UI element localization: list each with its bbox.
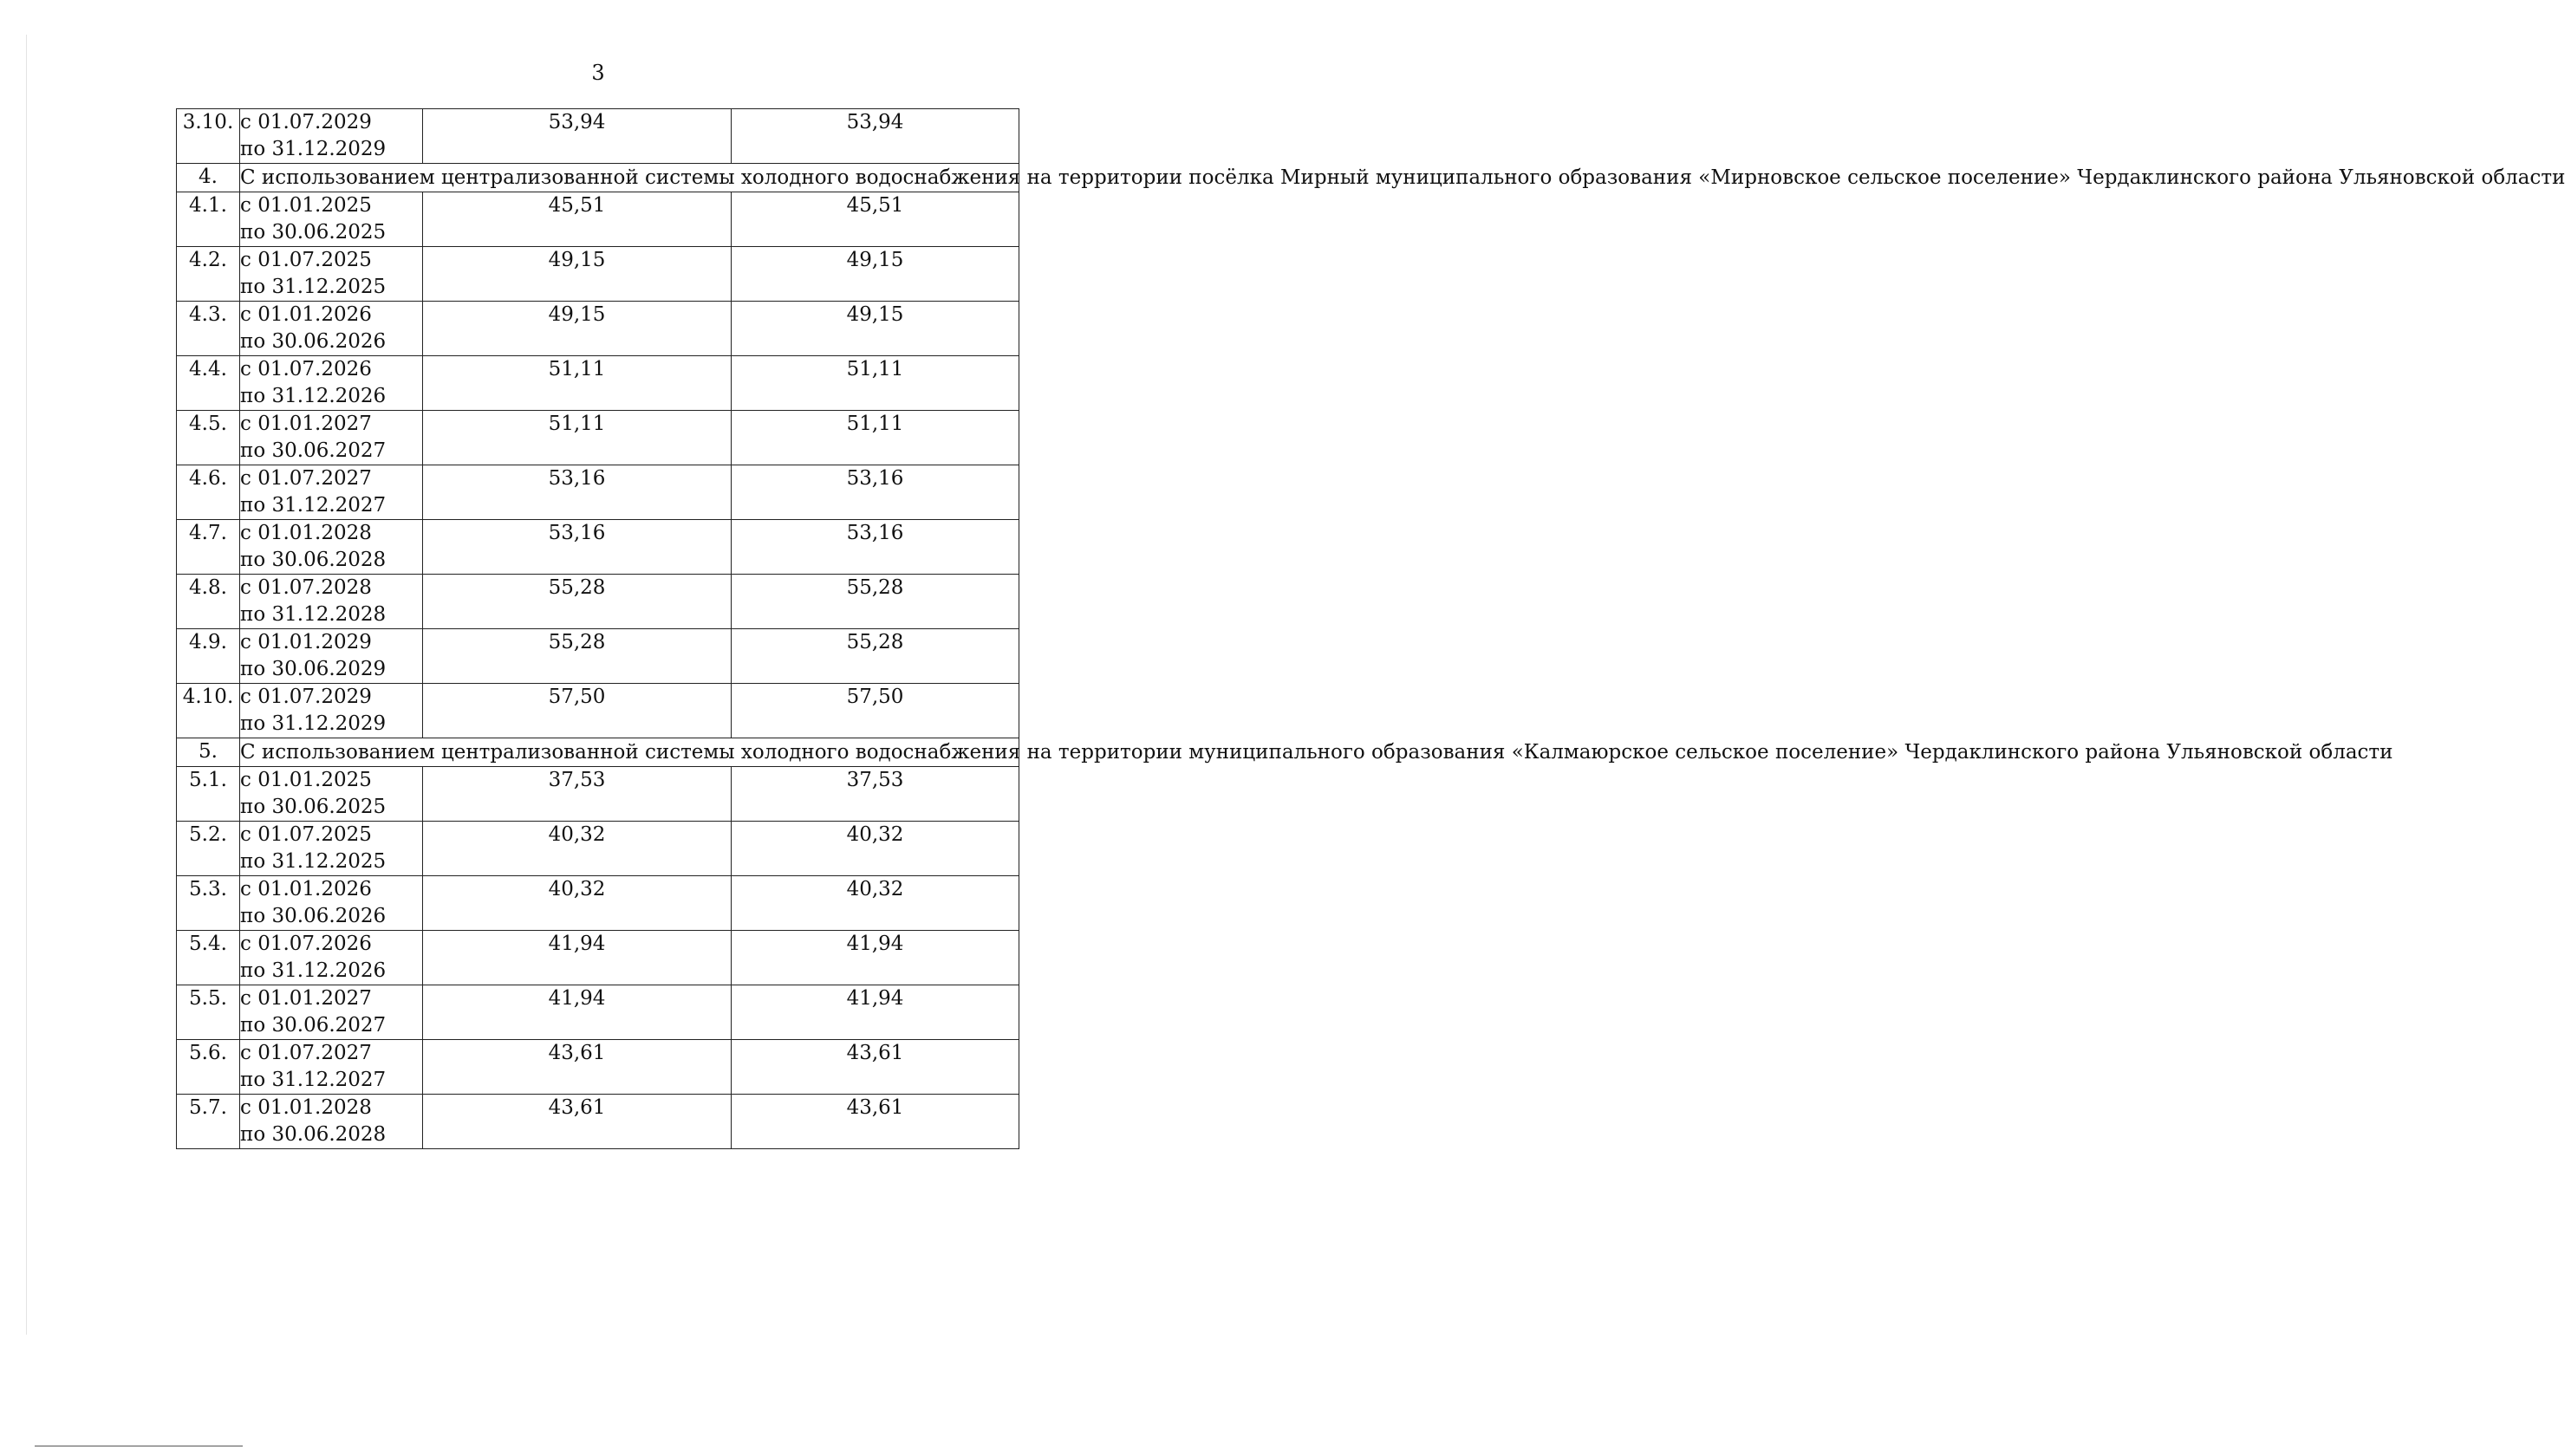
period-cell — [240, 1040, 423, 1095]
tariff-value: 45,51 — [732, 192, 1019, 247]
tariff-value: 37,53 — [423, 767, 732, 822]
period-cell — [240, 356, 423, 411]
row-number: 5.7. — [177, 1095, 240, 1149]
period-from: с 01.01.2027 — [240, 987, 372, 1010]
table-row — [177, 684, 1019, 738]
period-from: с 01.01.2025 — [240, 194, 372, 217]
table-row — [177, 931, 1019, 985]
period-from: с 01.07.2025 — [240, 249, 372, 271]
period-cell — [240, 1095, 423, 1149]
tariff-value: 51,11 — [423, 411, 732, 465]
period-to: по 30.06.2025 — [240, 796, 387, 818]
period-cell — [240, 575, 423, 629]
section-description: С использованием централизованной системы холодного водоснабжения на территории муниципального образования «Калмаюрское сельское поселение» Чердаклинского района Ульяновской области — [240, 738, 1019, 767]
period-from: с 01.07.2029 — [240, 686, 372, 708]
tariff-value: 43,61 — [732, 1095, 1019, 1149]
tariff-value: 55,28 — [732, 575, 1019, 629]
period-to: по 30.06.2026 — [240, 905, 387, 927]
row-number: 4.5. — [177, 411, 240, 465]
section-number: 5. — [177, 738, 240, 767]
row-number: 5.6. — [177, 1040, 240, 1095]
period-cell — [240, 822, 423, 876]
tariff-value: 40,32 — [732, 876, 1019, 931]
section-row — [177, 164, 1019, 192]
tariff-value: 53,16 — [423, 465, 732, 520]
table-row — [177, 767, 1019, 822]
row-number: 3.10. — [177, 109, 240, 164]
tariff-value: 55,28 — [423, 575, 732, 629]
period-to: по 31.12.2029 — [240, 712, 387, 735]
period-cell — [240, 520, 423, 575]
tariff-table — [176, 108, 2565, 1149]
row-number: 4.6. — [177, 465, 240, 520]
table-row — [177, 985, 1019, 1040]
tariff-value: 43,61 — [732, 1040, 1019, 1095]
tariff-value: 57,50 — [732, 684, 1019, 738]
period-cell — [240, 876, 423, 931]
table-row — [177, 356, 1019, 411]
period-to: по 30.06.2027 — [240, 1014, 387, 1037]
period-cell — [240, 247, 423, 302]
tariff-value: 41,94 — [732, 985, 1019, 1040]
tariff-value: 53,16 — [732, 465, 1019, 520]
tariff-value: 51,11 — [732, 356, 1019, 411]
tariff-table-body — [177, 109, 2565, 1149]
period-to: по 30.06.2029 — [240, 658, 387, 680]
table-row — [177, 109, 1019, 164]
tariff-value: 49,15 — [732, 302, 1019, 356]
period-from: с 01.01.2028 — [240, 522, 372, 544]
tariff-value: 51,11 — [732, 411, 1019, 465]
period-from: с 01.01.2028 — [240, 1096, 372, 1119]
period-cell — [240, 985, 423, 1040]
tariff-value: 57,50 — [423, 684, 732, 738]
tariff-value: 40,32 — [732, 822, 1019, 876]
row-number: 5.5. — [177, 985, 240, 1040]
period-to: по 31.12.2025 — [240, 850, 387, 873]
period-from: с 01.07.2025 — [240, 823, 372, 846]
period-to: по 31.12.2028 — [240, 603, 387, 626]
period-cell — [240, 192, 423, 247]
table-row — [177, 629, 1019, 684]
row-number: 4.1. — [177, 192, 240, 247]
row-number: 5.4. — [177, 931, 240, 985]
row-number: 4.4. — [177, 356, 240, 411]
period-cell — [240, 684, 423, 738]
row-number: 4.2. — [177, 247, 240, 302]
tariff-value: 51,11 — [423, 356, 732, 411]
period-from: с 01.07.2028 — [240, 576, 372, 599]
period-to: по 30.06.2028 — [240, 1123, 387, 1146]
table-row — [177, 1095, 1019, 1149]
tariff-value: 49,15 — [423, 247, 732, 302]
period-from: с 01.07.2026 — [240, 933, 372, 955]
row-number: 4.3. — [177, 302, 240, 356]
period-cell — [240, 465, 423, 520]
period-to: по 31.12.2025 — [240, 276, 387, 298]
tariff-value: 40,32 — [423, 876, 732, 931]
table-row — [177, 302, 1019, 356]
row-number: 4.10. — [177, 684, 240, 738]
tariff-value: 43,61 — [423, 1095, 732, 1149]
period-from: с 01.01.2026 — [240, 878, 372, 900]
period-cell — [240, 931, 423, 985]
table-row — [177, 575, 1019, 629]
section-number: 4. — [177, 164, 240, 192]
tariff-value: 37,53 — [732, 767, 1019, 822]
tariff-value: 53,94 — [423, 109, 732, 164]
period-cell — [240, 411, 423, 465]
table-row — [177, 876, 1019, 931]
period-from: с 01.07.2026 — [240, 358, 372, 380]
period-cell — [240, 767, 423, 822]
period-to: по 30.06.2028 — [240, 549, 387, 571]
row-number: 5.2. — [177, 822, 240, 876]
tariff-value: 40,32 — [423, 822, 732, 876]
period-to: по 31.12.2027 — [240, 494, 387, 517]
table-row — [177, 192, 1019, 247]
section-description: С использованием централизованной системы холодного водоснабжения на территории посёлка Мирный муниципального образования «Мирновское сельское поселение» Чердаклинского района Ульяновской области — [240, 164, 1019, 192]
period-to: по 31.12.2026 — [240, 385, 387, 407]
tariff-value: 53,16 — [732, 520, 1019, 575]
table-row — [177, 822, 1019, 876]
period-cell — [240, 629, 423, 684]
row-number: 4.7. — [177, 520, 240, 575]
table-row — [177, 247, 1019, 302]
row-number: 4.8. — [177, 575, 240, 629]
table-row — [177, 465, 1019, 520]
period-from: с 01.07.2029 — [240, 111, 372, 133]
tariff-value: 55,28 — [423, 629, 732, 684]
period-from: с 01.01.2025 — [240, 769, 372, 791]
tariff-value: 41,94 — [423, 985, 732, 1040]
period-from: с 01.07.2027 — [240, 467, 372, 490]
scan-margin-line — [26, 35, 27, 1335]
period-from: с 01.01.2026 — [240, 303, 372, 326]
period-cell — [240, 302, 423, 356]
table-row — [177, 520, 1019, 575]
section-row — [177, 738, 1019, 767]
tariff-value: 43,61 — [423, 1040, 732, 1095]
period-from: с 01.01.2029 — [240, 631, 372, 653]
period-from: с 01.01.2027 — [240, 413, 372, 435]
tariff-value: 53,94 — [732, 109, 1019, 164]
tariff-value: 41,94 — [732, 931, 1019, 985]
row-number: 5.3. — [177, 876, 240, 931]
table-row — [177, 1040, 1019, 1095]
tariff-value: 45,51 — [423, 192, 732, 247]
period-to: по 31.12.2026 — [240, 959, 387, 982]
period-to: по 30.06.2027 — [240, 439, 387, 462]
page-number: 3 — [591, 61, 605, 85]
period-cell — [240, 109, 423, 164]
tariff-value: 53,16 — [423, 520, 732, 575]
period-to: по 31.12.2029 — [240, 138, 387, 160]
tariff-value: 41,94 — [423, 931, 732, 985]
period-from: с 01.07.2027 — [240, 1042, 372, 1064]
row-number: 5.1. — [177, 767, 240, 822]
table-row — [177, 411, 1019, 465]
period-to: по 30.06.2026 — [240, 330, 387, 353]
tariff-value: 49,15 — [423, 302, 732, 356]
row-number: 4.9. — [177, 629, 240, 684]
period-to: по 30.06.2025 — [240, 221, 387, 244]
tariff-value: 55,28 — [732, 629, 1019, 684]
period-to: по 31.12.2027 — [240, 1069, 387, 1091]
tariff-value: 49,15 — [732, 247, 1019, 302]
